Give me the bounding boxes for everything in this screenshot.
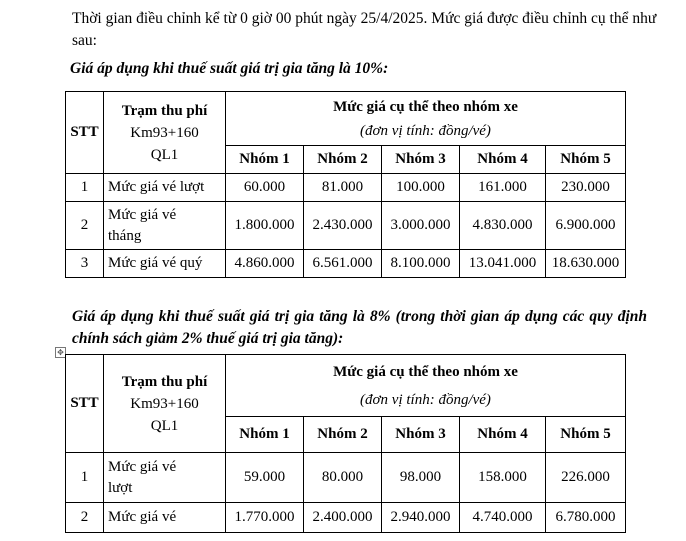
price-cell: 98.000 — [382, 453, 460, 503]
station-km: Km93+160 — [130, 124, 199, 141]
station-header — [104, 355, 226, 453]
row-label: Mức giá vé — [104, 503, 226, 533]
station-km: Km93+160 — [130, 395, 199, 412]
price-cell: 158.000 — [460, 453, 546, 503]
unit-note: (đơn vị tính: đồng/vé) — [360, 391, 491, 408]
price-cell: 1.800.000 — [226, 202, 304, 250]
table2-caption: Giá áp dụng khi thuế suất giá trị gia tăng là 8% (trong thời gian áp dụng các quy định chính sách giảm 2% thuế giá trị gia tăng): — [72, 308, 647, 347]
price-cell: 6.780.000 — [546, 503, 626, 533]
group-header-title: Mức giá cụ thể theo nhóm xe — [333, 363, 518, 380]
price-cell: 2.400.000 — [304, 503, 382, 533]
stt-header: STT — [66, 355, 104, 453]
intro-paragraph: Thời gian điều chỉnh kể từ 0 giờ 00 phút ngày 25/4/2025. Mức giá được điều chỉnh cụ thể như sau: — [72, 10, 657, 49]
table-row — [66, 503, 626, 533]
row-stt: 1 — [66, 453, 104, 503]
station-road: QL1 — [150, 146, 179, 163]
table-row — [66, 453, 626, 503]
table-row — [66, 250, 626, 278]
group-2-header: Nhóm 2 — [304, 146, 382, 174]
station-header — [104, 92, 226, 174]
group-3-header: Nhóm 3 — [382, 417, 460, 453]
station-name: Trạm thu phí — [121, 373, 208, 390]
price-cell: 3.000.000 — [382, 202, 460, 250]
unit-note: (đơn vị tính: đồng/vé) — [360, 122, 491, 139]
row-stt: 2 — [66, 202, 104, 250]
row-stt: 3 — [66, 250, 104, 278]
price-cell: 100.000 — [382, 174, 460, 202]
group-5-header: Nhóm 5 — [546, 417, 626, 453]
station-road: QL1 — [150, 417, 179, 434]
price-cell: 8.100.000 — [382, 250, 460, 278]
station-name: Trạm thu phí — [121, 102, 208, 119]
price-cell: 59.000 — [226, 453, 304, 503]
group-4-header: Nhóm 4 — [460, 417, 546, 453]
group-5-header: Nhóm 5 — [546, 146, 626, 174]
stt-header: STT — [66, 92, 104, 174]
price-cell: 13.041.000 — [460, 250, 546, 278]
group-2-header: Nhóm 2 — [304, 417, 382, 453]
price-cell: 4.860.000 — [226, 250, 304, 278]
price-cell: 2.940.000 — [382, 503, 460, 533]
price-cell: 230.000 — [546, 174, 626, 202]
table-move-handle-icon[interactable]: ✥ — [55, 347, 66, 358]
row-label: Mức giá vé lượt — [104, 453, 226, 503]
price-cell: 161.000 — [460, 174, 546, 202]
row-stt: 2 — [66, 503, 104, 533]
price-cell: 6.900.000 — [546, 202, 626, 250]
row-label: Mức giá vé quý — [104, 250, 226, 278]
price-cell: 4.830.000 — [460, 202, 546, 250]
price-cell: 18.630.000 — [546, 250, 626, 278]
group-3-header: Nhóm 3 — [382, 146, 460, 174]
table-row — [66, 202, 626, 250]
price-cell: 226.000 — [546, 453, 626, 503]
price-cell: 1.770.000 — [226, 503, 304, 533]
row-stt: 1 — [66, 174, 104, 202]
group-4-header: Nhóm 4 — [460, 146, 546, 174]
row-label: Mức giá vé tháng — [104, 202, 226, 250]
price-cell: 81.000 — [304, 174, 382, 202]
group-1-header: Nhóm 1 — [226, 146, 304, 174]
price-cell: 6.561.000 — [304, 250, 382, 278]
price-cell: 4.740.000 — [460, 503, 546, 533]
price-cell: 2.430.000 — [304, 202, 382, 250]
row-label: Mức giá vé lượt — [104, 174, 226, 202]
price-table-vat-10 — [65, 91, 626, 278]
group-header — [226, 355, 626, 417]
group-header — [226, 92, 626, 146]
group-header-title: Mức giá cụ thể theo nhóm xe — [333, 98, 518, 115]
group-1-header: Nhóm 1 — [226, 417, 304, 453]
table1-caption: Giá áp dụng khi thuế suất giá trị gia tăng là 10%: — [70, 60, 389, 77]
price-table-vat-8 — [65, 354, 626, 533]
table-row — [66, 174, 626, 202]
price-cell: 60.000 — [226, 174, 304, 202]
price-cell: 80.000 — [304, 453, 382, 503]
